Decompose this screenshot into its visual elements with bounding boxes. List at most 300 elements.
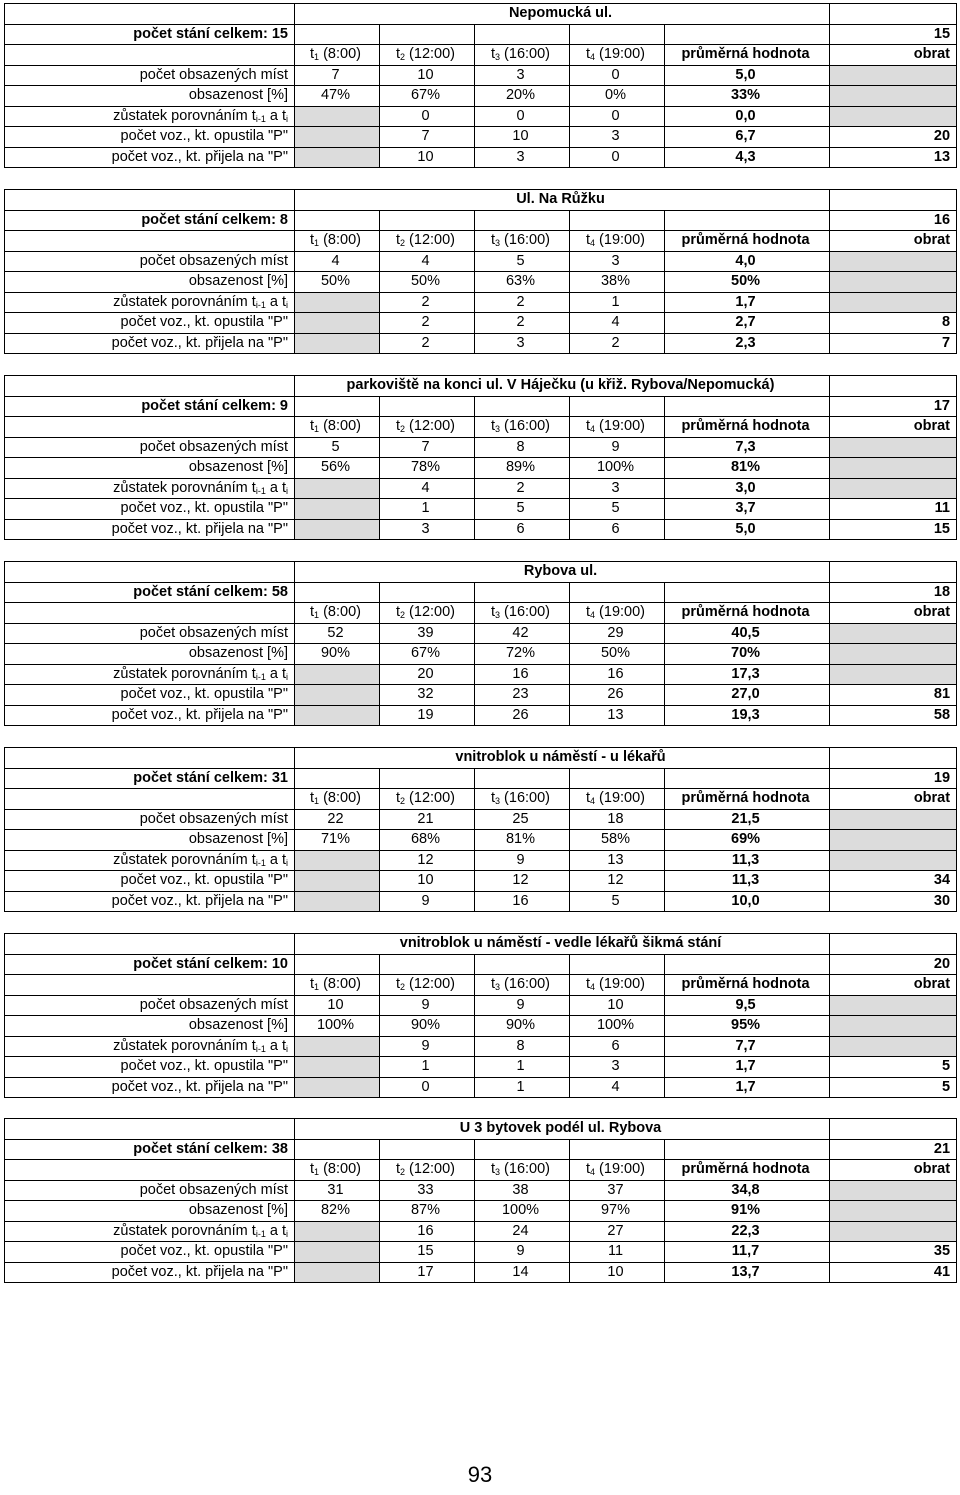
header-t: t xyxy=(490,790,496,807)
capacity-label: počet stání celkem: 9 xyxy=(5,396,295,417)
average-cell: 10,0 xyxy=(665,891,830,912)
row-label: počet voz., kt. přijela na "P" xyxy=(5,891,295,912)
header-time-1 xyxy=(295,1160,380,1181)
value-cell: 0 xyxy=(380,106,475,127)
section-number: 21 xyxy=(830,1139,957,1160)
row-occupied xyxy=(5,1180,957,1201)
empty-turnover-cell xyxy=(830,809,957,830)
parking-section xyxy=(4,747,956,912)
capacity-spacer xyxy=(380,396,475,417)
turnover-cell: 20 xyxy=(830,127,957,148)
value-cell: 0 xyxy=(570,106,665,127)
header-row xyxy=(5,1160,957,1181)
value-cell: 2 xyxy=(570,333,665,354)
capacity-spacer xyxy=(380,210,475,231)
capacity-row xyxy=(5,210,957,231)
value-cell: 25 xyxy=(475,809,570,830)
average-cell: 17,3 xyxy=(665,664,830,685)
value-cell: 5 xyxy=(475,251,570,272)
header-time-1 xyxy=(295,789,380,810)
header-time: (19:00) xyxy=(595,232,646,249)
average-cell: 40,5 xyxy=(665,623,830,644)
value-cell: 16 xyxy=(475,891,570,912)
capacity-spacer xyxy=(665,24,830,45)
header-time: (16:00) xyxy=(500,790,551,807)
empty-turnover-cell xyxy=(830,251,957,272)
average-cell: 34,8 xyxy=(665,1180,830,1201)
capacity-spacer xyxy=(475,582,570,603)
value-cell: 87% xyxy=(380,1201,475,1222)
value-cell: 0 xyxy=(380,1077,475,1098)
value-cell: 23 xyxy=(475,685,570,706)
row-occupancy xyxy=(5,1016,957,1037)
empty-cell xyxy=(295,1057,380,1078)
header-time: (16:00) xyxy=(500,976,551,993)
header-t: t xyxy=(310,46,315,63)
row-occupied xyxy=(5,809,957,830)
empty-turnover-cell xyxy=(830,106,957,127)
header-row xyxy=(5,231,957,252)
header-average: průměrná hodnota xyxy=(665,975,830,996)
header-time-3 xyxy=(475,603,570,624)
capacity-spacer xyxy=(570,582,665,603)
header-time: (19:00) xyxy=(595,1161,646,1178)
capacity-spacer xyxy=(475,210,570,231)
label-text: a t xyxy=(265,479,286,496)
header-time: (12:00) xyxy=(405,1161,456,1178)
value-cell: 10 xyxy=(380,147,475,168)
header-blank xyxy=(5,45,295,66)
header-average: průměrná hodnota xyxy=(665,231,830,252)
header-t: t xyxy=(395,232,401,249)
value-cell: 12 xyxy=(570,871,665,892)
header-time: (19:00) xyxy=(595,418,646,435)
capacity-spacer xyxy=(570,768,665,789)
header-sub: 3 xyxy=(495,610,501,621)
row-label: počet voz., kt. opustila "P" xyxy=(5,871,295,892)
header-time: (8:00) xyxy=(319,976,361,993)
capacity-spacer xyxy=(295,768,380,789)
section-title: parkoviště na konci ul. V Háječku (u křiž. Rybova/Nepomucká) xyxy=(295,376,830,397)
header-t: t xyxy=(395,976,401,993)
header-t: t xyxy=(585,418,591,435)
header-sub: 2 xyxy=(400,1167,406,1178)
row-label: počet voz., kt. opustila "P" xyxy=(5,685,295,706)
capacity-label: počet stání celkem: 58 xyxy=(5,582,295,603)
header-turnover: obrat xyxy=(830,45,957,66)
average-cell: 22,3 xyxy=(665,1221,830,1242)
row-arrived xyxy=(5,705,957,726)
row-label xyxy=(5,850,295,871)
header-t: t xyxy=(490,604,496,621)
value-cell: 29 xyxy=(570,623,665,644)
section-number: 15 xyxy=(830,24,957,45)
header-t: t xyxy=(395,46,401,63)
label-sub: i xyxy=(286,299,288,310)
empty-cell xyxy=(295,1262,380,1283)
value-cell: 9 xyxy=(475,850,570,871)
empty-turnover-cell xyxy=(830,830,957,851)
row-left xyxy=(5,127,957,148)
turnover-cell: 5 xyxy=(830,1077,957,1098)
parking-section xyxy=(4,189,956,354)
value-cell: 3 xyxy=(570,1057,665,1078)
capacity-spacer xyxy=(475,1139,570,1160)
value-cell: 9 xyxy=(380,1036,475,1057)
page-number: 93 xyxy=(467,1462,493,1487)
capacity-row xyxy=(5,396,957,417)
row-remainder xyxy=(5,1221,957,1242)
section-title: vnitroblok u náměstí - u lékařů xyxy=(295,748,830,769)
header-sub: 4 xyxy=(590,610,596,621)
empty-turnover-cell xyxy=(830,1016,957,1037)
capacity-row xyxy=(5,768,957,789)
average-cell: 6,7 xyxy=(665,127,830,148)
header-average: průměrná hodnota xyxy=(665,789,830,810)
header-time-2 xyxy=(380,231,475,252)
row-arrived xyxy=(5,891,957,912)
header-sub: 1 xyxy=(314,1167,320,1178)
row-label: obsazenost [%] xyxy=(5,830,295,851)
label-sub: i-1 xyxy=(255,113,266,124)
value-cell: 82% xyxy=(295,1201,380,1222)
average-cell: 7,7 xyxy=(665,1036,830,1057)
value-cell: 72% xyxy=(475,644,570,665)
row-occupied xyxy=(5,437,957,458)
value-cell: 15 xyxy=(380,1242,475,1263)
capacity-spacer xyxy=(380,24,475,45)
title-spacer xyxy=(5,1119,295,1140)
empty-cell xyxy=(295,705,380,726)
title-row xyxy=(5,190,957,211)
row-arrived xyxy=(5,1077,957,1098)
header-sub: 3 xyxy=(495,238,501,249)
header-turnover: obrat xyxy=(830,975,957,996)
label-sub: i xyxy=(286,671,288,682)
row-arrived xyxy=(5,1262,957,1283)
value-cell: 16 xyxy=(475,664,570,685)
row-remainder xyxy=(5,478,957,499)
empty-cell xyxy=(295,871,380,892)
header-average: průměrná hodnota xyxy=(665,603,830,624)
value-cell: 2 xyxy=(475,292,570,313)
value-cell: 4 xyxy=(570,313,665,334)
value-cell: 1 xyxy=(380,499,475,520)
header-time: (16:00) xyxy=(500,232,551,249)
average-cell: 9,5 xyxy=(665,995,830,1016)
capacity-row xyxy=(5,1139,957,1160)
empty-cell xyxy=(295,685,380,706)
row-remainder xyxy=(5,106,957,127)
value-cell: 7 xyxy=(380,437,475,458)
header-time: (12:00) xyxy=(405,232,456,249)
empty-turnover-cell xyxy=(830,1180,957,1201)
title-spacer xyxy=(5,190,295,211)
row-label: obsazenost [%] xyxy=(5,458,295,479)
value-cell: 90% xyxy=(295,644,380,665)
header-time: (8:00) xyxy=(319,418,361,435)
parking-table xyxy=(4,1118,957,1283)
value-cell: 81% xyxy=(475,830,570,851)
average-cell: 5,0 xyxy=(665,519,830,540)
header-sub: 2 xyxy=(400,238,406,249)
value-cell: 9 xyxy=(380,995,475,1016)
title-spacer xyxy=(830,4,957,25)
value-cell: 6 xyxy=(475,519,570,540)
header-time-2 xyxy=(380,603,475,624)
value-cell: 1 xyxy=(380,1057,475,1078)
parking-section xyxy=(4,1118,956,1283)
header-t: t xyxy=(310,976,315,993)
row-label xyxy=(5,664,295,685)
value-cell: 3 xyxy=(380,519,475,540)
label-text: zůstatek porovnáním t xyxy=(113,1037,256,1054)
average-cell: 91% xyxy=(665,1201,830,1222)
header-sub: 1 xyxy=(314,238,320,249)
header-average: průměrná hodnota xyxy=(665,45,830,66)
header-average: průměrná hodnota xyxy=(665,1160,830,1181)
row-label: počet voz., kt. opustila "P" xyxy=(5,313,295,334)
capacity-spacer xyxy=(475,396,570,417)
header-sub: 4 xyxy=(590,238,596,249)
row-label xyxy=(5,106,295,127)
label-text: a t xyxy=(265,1037,286,1054)
header-time-1 xyxy=(295,603,380,624)
empty-cell xyxy=(295,313,380,334)
average-cell: 4,3 xyxy=(665,147,830,168)
section-title: Ul. Na Růžku xyxy=(295,190,830,211)
empty-turnover-cell xyxy=(830,65,957,86)
value-cell: 0 xyxy=(475,106,570,127)
empty-turnover-cell xyxy=(830,272,957,293)
title-spacer xyxy=(830,376,957,397)
value-cell: 14 xyxy=(475,1262,570,1283)
parking-section xyxy=(4,561,956,726)
header-time-2 xyxy=(380,789,475,810)
header-time: (12:00) xyxy=(405,46,456,63)
header-blank xyxy=(5,231,295,252)
value-cell: 33 xyxy=(380,1180,475,1201)
label-text: zůstatek porovnáním t xyxy=(113,293,256,310)
capacity-spacer xyxy=(380,954,475,975)
capacity-spacer xyxy=(380,582,475,603)
turnover-cell: 35 xyxy=(830,1242,957,1263)
capacity-spacer xyxy=(380,768,475,789)
header-t: t xyxy=(310,1161,315,1178)
empty-turnover-cell xyxy=(830,644,957,665)
header-time-3 xyxy=(475,975,570,996)
header-t: t xyxy=(310,418,315,435)
value-cell: 9 xyxy=(570,437,665,458)
average-cell: 11,7 xyxy=(665,1242,830,1263)
value-cell: 71% xyxy=(295,830,380,851)
empty-turnover-cell xyxy=(830,1036,957,1057)
header-time: (8:00) xyxy=(319,232,361,249)
header-sub: 2 xyxy=(400,610,406,621)
capacity-label: počet stání celkem: 15 xyxy=(5,24,295,45)
capacity-spacer xyxy=(570,396,665,417)
header-time: (12:00) xyxy=(405,976,456,993)
average-cell: 3,0 xyxy=(665,478,830,499)
header-sub: 4 xyxy=(590,982,596,993)
header-sub: 1 xyxy=(314,424,320,435)
empty-cell xyxy=(295,499,380,520)
average-cell: 2,3 xyxy=(665,333,830,354)
empty-cell xyxy=(295,292,380,313)
empty-cell xyxy=(295,478,380,499)
header-time-1 xyxy=(295,231,380,252)
label-sub: i-1 xyxy=(255,857,266,868)
row-arrived xyxy=(5,519,957,540)
average-cell: 11,3 xyxy=(665,871,830,892)
value-cell: 52 xyxy=(295,623,380,644)
value-cell: 20% xyxy=(475,86,570,107)
value-cell: 6 xyxy=(570,1036,665,1057)
value-cell: 13 xyxy=(570,850,665,871)
header-time-4 xyxy=(570,1160,665,1181)
row-label: počet voz., kt. přijela na "P" xyxy=(5,333,295,354)
capacity-spacer xyxy=(475,954,570,975)
value-cell: 1 xyxy=(570,292,665,313)
header-time-2 xyxy=(380,45,475,66)
header-t: t xyxy=(490,976,496,993)
row-arrived xyxy=(5,333,957,354)
header-time: (8:00) xyxy=(319,790,361,807)
value-cell: 11 xyxy=(570,1242,665,1263)
header-sub: 2 xyxy=(400,424,406,435)
header-blank xyxy=(5,603,295,624)
header-blank xyxy=(5,417,295,438)
header-sub: 3 xyxy=(495,982,501,993)
parking-table xyxy=(4,375,957,540)
capacity-spacer xyxy=(475,24,570,45)
value-cell: 10 xyxy=(380,871,475,892)
value-cell: 0 xyxy=(570,147,665,168)
value-cell: 16 xyxy=(570,664,665,685)
row-left xyxy=(5,499,957,520)
header-sub: 3 xyxy=(495,1167,501,1178)
row-label: obsazenost [%] xyxy=(5,644,295,665)
header-sub: 2 xyxy=(400,52,406,63)
header-sub: 1 xyxy=(314,982,320,993)
turnover-cell: 11 xyxy=(830,499,957,520)
row-label: počet voz., kt. přijela na "P" xyxy=(5,705,295,726)
value-cell: 90% xyxy=(475,1016,570,1037)
empty-cell xyxy=(295,664,380,685)
header-time-4 xyxy=(570,231,665,252)
header-time-3 xyxy=(475,45,570,66)
average-cell: 0,0 xyxy=(665,106,830,127)
row-label xyxy=(5,292,295,313)
header-t: t xyxy=(490,1161,496,1178)
capacity-spacer xyxy=(570,210,665,231)
parking-table xyxy=(4,189,957,354)
header-sub: 2 xyxy=(400,982,406,993)
header-time-4 xyxy=(570,603,665,624)
header-t: t xyxy=(395,418,401,435)
label-sub: i xyxy=(286,113,288,124)
header-blank xyxy=(5,975,295,996)
capacity-row xyxy=(5,582,957,603)
header-t: t xyxy=(395,604,401,621)
value-cell: 37 xyxy=(570,1180,665,1201)
value-cell: 63% xyxy=(475,272,570,293)
value-cell: 24 xyxy=(475,1221,570,1242)
empty-cell xyxy=(295,127,380,148)
empty-cell xyxy=(295,1077,380,1098)
value-cell: 6 xyxy=(570,519,665,540)
value-cell: 1 xyxy=(475,1077,570,1098)
row-label: počet voz., kt. opustila "P" xyxy=(5,1242,295,1263)
section-title: vnitroblok u náměstí - vedle lékařů šikmá stání xyxy=(295,934,830,955)
value-cell: 9 xyxy=(475,1242,570,1263)
label-text: zůstatek porovnáním t xyxy=(113,479,256,496)
row-occupancy xyxy=(5,86,957,107)
value-cell: 1 xyxy=(475,1057,570,1078)
turnover-cell: 58 xyxy=(830,705,957,726)
row-occupancy xyxy=(5,272,957,293)
section-number: 19 xyxy=(830,768,957,789)
value-cell: 22 xyxy=(295,809,380,830)
average-cell: 1,7 xyxy=(665,292,830,313)
row-label: počet voz., kt. přijela na "P" xyxy=(5,1077,295,1098)
header-time: (19:00) xyxy=(595,46,646,63)
header-sub: 4 xyxy=(590,52,596,63)
capacity-spacer xyxy=(665,1139,830,1160)
empty-cell xyxy=(295,850,380,871)
header-turnover: obrat xyxy=(830,231,957,252)
value-cell: 10 xyxy=(380,65,475,86)
label-text: a t xyxy=(265,665,286,682)
value-cell: 56% xyxy=(295,458,380,479)
header-sub: 1 xyxy=(314,52,320,63)
label-sub: i-1 xyxy=(255,671,266,682)
header-time: (19:00) xyxy=(595,790,646,807)
header-sub: 4 xyxy=(590,424,596,435)
header-time-2 xyxy=(380,417,475,438)
row-remainder xyxy=(5,292,957,313)
value-cell: 2 xyxy=(475,478,570,499)
value-cell: 3 xyxy=(475,333,570,354)
turnover-cell: 34 xyxy=(830,871,957,892)
row-label: počet obsazených míst xyxy=(5,251,295,272)
header-time-1 xyxy=(295,417,380,438)
capacity-label: počet stání celkem: 38 xyxy=(5,1139,295,1160)
empty-turnover-cell xyxy=(830,850,957,871)
label-sub: i-1 xyxy=(255,1228,266,1239)
value-cell: 68% xyxy=(380,830,475,851)
value-cell: 38 xyxy=(475,1180,570,1201)
section-number: 18 xyxy=(830,582,957,603)
title-row xyxy=(5,562,957,583)
row-occupancy xyxy=(5,644,957,665)
average-cell: 33% xyxy=(665,86,830,107)
capacity-spacer xyxy=(295,582,380,603)
row-label xyxy=(5,1221,295,1242)
turnover-cell: 30 xyxy=(830,891,957,912)
capacity-label: počet stání celkem: 8 xyxy=(5,210,295,231)
label-text: a t xyxy=(265,293,286,310)
value-cell: 50% xyxy=(570,644,665,665)
section-title: Nepomucká ul. xyxy=(295,4,830,25)
header-t: t xyxy=(490,232,496,249)
capacity-spacer xyxy=(380,1139,475,1160)
header-sub: 4 xyxy=(590,796,596,807)
capacity-row xyxy=(5,954,957,975)
header-time: (12:00) xyxy=(405,790,456,807)
header-time: (12:00) xyxy=(405,418,456,435)
header-time-4 xyxy=(570,45,665,66)
